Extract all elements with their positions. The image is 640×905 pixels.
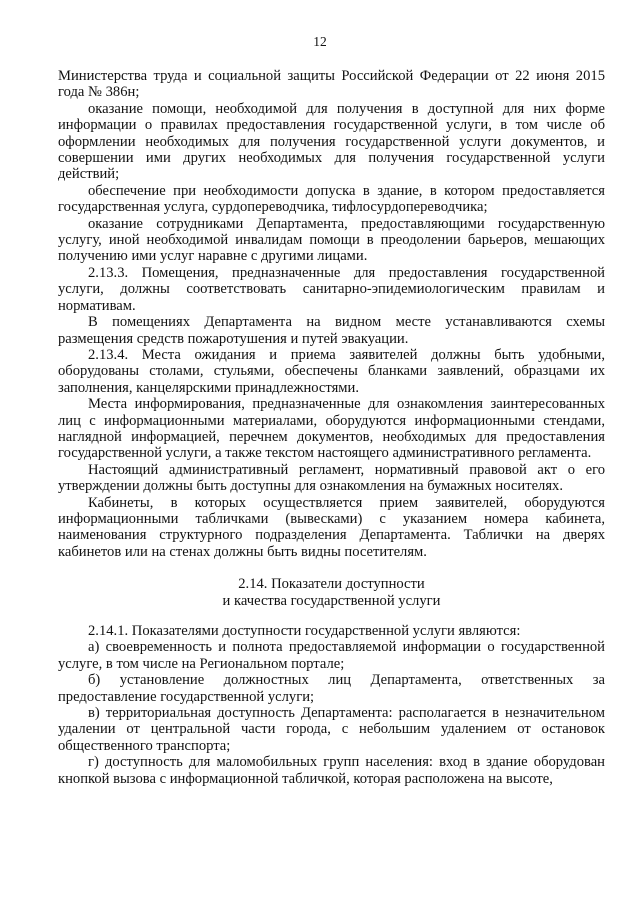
page-number: 12 <box>313 34 327 49</box>
list-item: а) своевременность и полнота предоставляемой информации о государственной услуге, в том числе на Региональном портале; <box>58 639 605 672</box>
paragraph: Места информирования, предназначенные для ознакомления заинтересованных лиц с информационными материалами, оборудуются информационными стендами, наглядной информацией, перечнем документов, необходимых для предоставления государственной услуги, а также текстом настоящего административного регламента. <box>58 396 605 462</box>
paragraph: В помещениях Департамента на видном месте устанавливаются схемы размещения средств пожаротушения и путей эвакуации. <box>58 314 605 347</box>
list-item: б) установление должностных лиц Департамента, ответственных за предоставление государственной услуги; <box>58 672 605 705</box>
paragraph: 2.13.4. Места ожидания и приема заявителей должны быть удобными, оборудованы столами, стульями, обеспечены бланками заявлений, образцами их заполнения, канцелярскими принадлежностями. <box>58 346 605 396</box>
paragraph: 2.13.3. Помещения, предназначенные для предоставления государственной услуги, должны соответствовать санитарно-эпидемиологическим правилам и нормативам. <box>58 264 605 314</box>
paragraph: Кабинеты, в которых осуществляется прием заявителей, оборудуются информационными табличками (вывесками) с указанием номера кабинета, наименования структурного подразделения Департамента. Таблички на дверях кабинетов или на стенах должны быть видны посетителям. <box>58 494 605 560</box>
document-body <box>58 68 605 787</box>
paragraph: Министерства труда и социальной защиты Российской Федерации от 22 июня 2015 года № 386н; <box>58 68 605 101</box>
paragraph: оказание сотрудниками Департамента, предоставляющими государственную услугу, иной необходимой инвалидам помощи в преодолении барьеров, мешающих получению ими услуг наравне с другими лицами. <box>58 215 605 265</box>
section-heading <box>58 576 605 609</box>
paragraph: оказание помощи, необходимой для получения в доступной для них форме информации о правилах предоставления государственной услуги, в том числе об оформлении необходимых для получения государственной услуги документов, и совершении ими других необходимых для получения государственной услуги действий; <box>58 100 605 183</box>
list-item: г) доступность для маломобильных групп населения: вход в здание оборудован кнопкой вызова с информационной табличкой, которая расположена на высоте, <box>58 754 605 787</box>
list-item: в) территориальная доступность Департамента: располагается в незначительном удалении от центральной части города, с небольшим удалением от остановок общественного транспорта; <box>58 705 605 754</box>
section-heading-line: 2.14. Показатели доступности <box>238 576 425 593</box>
paragraph: обеспечение при необходимости допуска в здание, в котором предоставляется государственная услуга, сурдопереводчика, тифлосурдопереводчика; <box>58 182 605 216</box>
paragraph: Настоящий административный регламент, нормативный правовой акт о его утверждении должны быть доступны для ознакомления на бумажных носителях. <box>58 461 605 495</box>
paragraph: 2.14.1. Показателями доступности государственной услуги являются: <box>88 623 521 639</box>
section-heading-line: и качества государственной услуги <box>222 592 441 609</box>
